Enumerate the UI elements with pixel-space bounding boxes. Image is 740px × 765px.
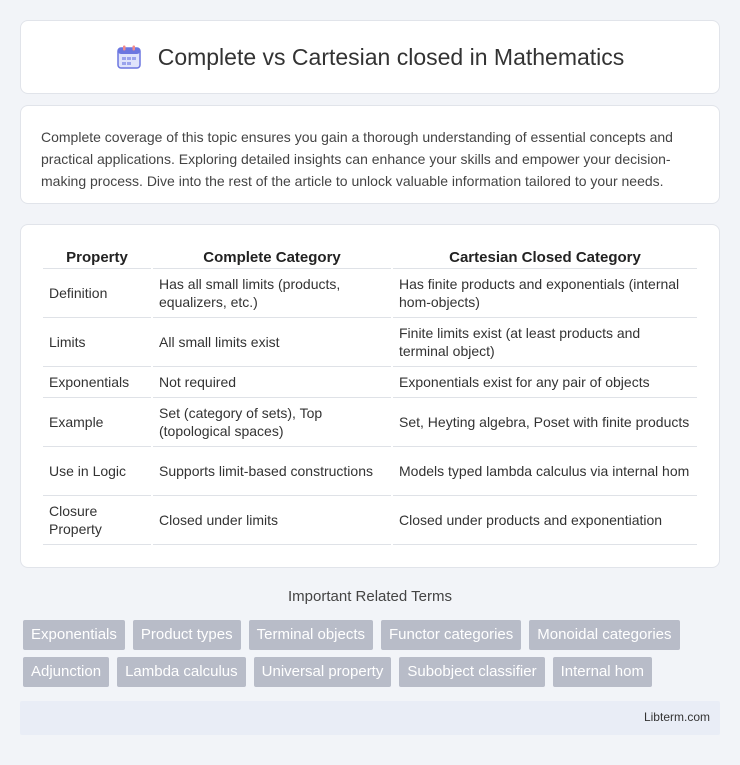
term-tag[interactable]: Lambda calculus bbox=[117, 657, 246, 687]
table-cell: Set (category of sets), Top (topological spaces) bbox=[153, 398, 391, 447]
table-cell: Use in Logic bbox=[43, 447, 151, 496]
term-tag[interactable]: Product types bbox=[133, 620, 241, 650]
table-header-row bbox=[43, 243, 697, 269]
footer-brand[interactable]: Libterm.com bbox=[643, 710, 710, 724]
comparison-table bbox=[41, 243, 699, 545]
term-tag[interactable]: Terminal objects bbox=[249, 620, 373, 650]
table-cell: Closure Property bbox=[43, 496, 151, 545]
table-cell: Models typed lambda calculus via internal hom bbox=[393, 447, 697, 496]
term-tag[interactable]: Monoidal categories bbox=[529, 620, 679, 650]
table-cell: Example bbox=[43, 398, 151, 447]
table-row bbox=[43, 447, 697, 496]
term-tag[interactable]: Internal hom bbox=[553, 657, 652, 687]
header-complete: Complete Category bbox=[153, 243, 391, 269]
table-cell: Has all small limits (products, equalizers, etc.) bbox=[153, 269, 391, 318]
title-wrap bbox=[116, 44, 625, 71]
term-tag[interactable]: Subobject classifier bbox=[399, 657, 544, 687]
intro-text: Complete coverage of this topic ensures you gain a thorough understanding of essential concepts and practical applications. Exploring detailed insights can enhance your skills and empower your decision-making process. Dive into the rest of the article to unlock valuable information tailored to your needs. bbox=[41, 129, 673, 189]
table-cell: Closed under products and exponentiation bbox=[393, 496, 697, 545]
footer bbox=[20, 701, 720, 735]
table-card bbox=[20, 224, 720, 568]
calendar-icon bbox=[116, 44, 142, 70]
page-title: Complete vs Cartesian closed in Mathematics bbox=[157, 43, 625, 70]
table-cell: Set, Heyting algebra, Poset with finite products bbox=[393, 398, 697, 447]
table-row bbox=[43, 367, 697, 398]
term-tag[interactable]: Functor categories bbox=[381, 620, 521, 650]
table-cell: Supports limit-based constructions bbox=[153, 447, 391, 496]
table-cell: Exponentials bbox=[43, 367, 151, 398]
header-property: Property bbox=[43, 243, 151, 269]
term-tag[interactable]: Adjunction bbox=[23, 657, 109, 687]
table-cell: Definition bbox=[43, 269, 151, 318]
related-terms-list bbox=[23, 620, 723, 687]
table-cell: Has finite products and exponentials (internal hom-objects) bbox=[393, 269, 697, 318]
table-cell: Limits bbox=[43, 318, 151, 367]
table-row bbox=[43, 398, 697, 447]
table-cell: Not required bbox=[153, 367, 391, 398]
table-row bbox=[43, 269, 697, 318]
term-tag[interactable]: Universal property bbox=[254, 657, 392, 687]
table-row bbox=[43, 496, 697, 545]
table-cell: Exponentials exist for any pair of objects bbox=[393, 367, 697, 398]
table-cell: Finite limits exist (at least products and terminal object) bbox=[393, 318, 697, 367]
header-cartesian: Cartesian Closed Category bbox=[393, 243, 697, 269]
table-cell: Closed under limits bbox=[153, 496, 391, 545]
term-tag[interactable]: Exponentials bbox=[23, 620, 125, 650]
intro-card bbox=[20, 105, 720, 204]
related-terms-title: Important Related Terms bbox=[288, 588, 452, 605]
header-card bbox=[20, 20, 720, 94]
table-cell: All small limits exist bbox=[153, 318, 391, 367]
table-row bbox=[43, 318, 697, 367]
